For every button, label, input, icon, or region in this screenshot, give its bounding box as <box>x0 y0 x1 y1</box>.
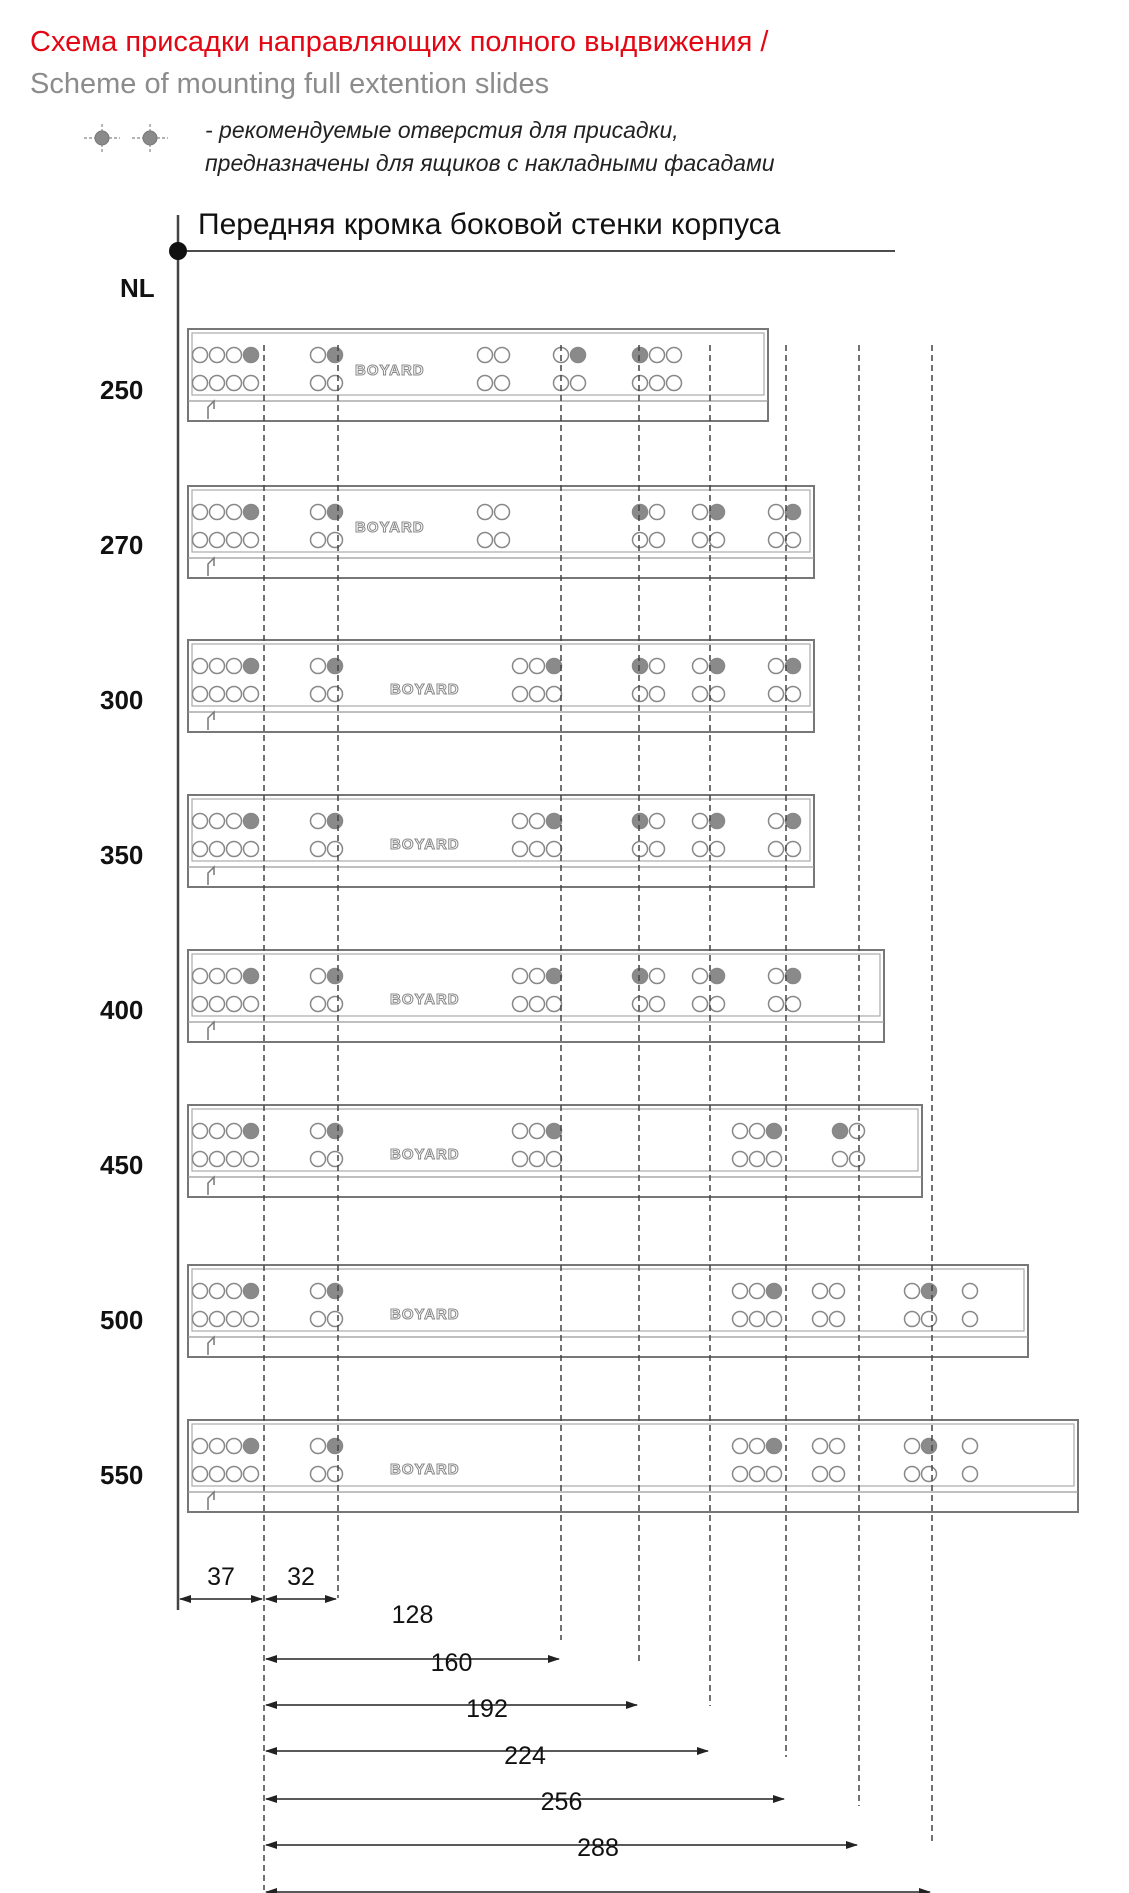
boyard-logo: BOYARD <box>390 991 460 1008</box>
mounting-hole-icon <box>513 1152 528 1167</box>
recommended-hole-icon <box>328 1284 343 1299</box>
recommended-hole-icon <box>633 348 648 363</box>
mounting-hole-icon <box>193 814 208 829</box>
dimension-label-224: 224 <box>504 1742 546 1770</box>
mounting-hole-icon <box>830 1439 845 1454</box>
recommended-hole-icon <box>633 505 648 520</box>
mounting-hole-icon <box>193 348 208 363</box>
mounting-hole-icon <box>244 842 259 857</box>
mounting-hole-icon <box>328 533 343 548</box>
mounting-hole-icon <box>650 659 665 674</box>
mounting-hole-icon <box>813 1312 828 1327</box>
mounting-hole-icon <box>530 659 545 674</box>
mounting-hole-icon <box>210 1467 225 1482</box>
mounting-hole-icon <box>693 997 708 1012</box>
mounting-hole-icon <box>693 842 708 857</box>
mounting-hole-icon <box>244 1467 259 1482</box>
mounting-hole-icon <box>244 1312 259 1327</box>
mounting-hole-icon <box>786 687 801 702</box>
mounting-hole-icon <box>530 842 545 857</box>
dimension-label-256: 256 <box>540 1788 583 1816</box>
mounting-hole-icon <box>244 376 259 391</box>
mounting-hole-icon <box>530 1152 545 1167</box>
mounting-hole-icon <box>478 376 493 391</box>
slide-rail-550 <box>188 1420 1078 1512</box>
mounting-hole-icon <box>311 376 326 391</box>
mounting-hole-icon <box>693 505 708 520</box>
recommended-hole-icon <box>833 1124 848 1139</box>
mounting-hole-icon <box>227 1312 242 1327</box>
mounting-hole-icon <box>227 533 242 548</box>
mounting-hole-icon <box>830 1284 845 1299</box>
mounting-hole-icon <box>750 1312 765 1327</box>
recommended-hole-icon <box>244 505 259 520</box>
recommended-hole-icon <box>786 659 801 674</box>
mounting-hole-icon <box>513 842 528 857</box>
mounting-hole-icon <box>693 969 708 984</box>
rail-length-label-400: 400 <box>100 995 144 1025</box>
recommended-hole-icon <box>710 505 725 520</box>
mounting-hole-icon <box>210 997 225 1012</box>
mounting-hole-icon <box>547 997 562 1012</box>
mounting-hole-icon <box>311 969 326 984</box>
mounting-hole-icon <box>210 376 225 391</box>
mounting-hole-icon <box>193 659 208 674</box>
recommended-hole-icon <box>244 969 259 984</box>
mounting-hole-icon <box>210 533 225 548</box>
mounting-hole-icon <box>210 1284 225 1299</box>
slide-rail-body <box>188 640 814 732</box>
mounting-hole-icon <box>530 814 545 829</box>
slide-rail-body <box>188 329 768 421</box>
mounting-hole-icon <box>650 533 665 548</box>
mounting-hole-icon <box>193 505 208 520</box>
mounting-hole-icon <box>210 969 225 984</box>
recommended-hole-icon <box>633 969 648 984</box>
mounting-hole-icon <box>769 814 784 829</box>
mounting-hole-icon <box>693 687 708 702</box>
mounting-hole-icon <box>227 1467 242 1482</box>
mounting-hole-icon <box>963 1312 978 1327</box>
recommended-hole-icon <box>244 1124 259 1139</box>
slide-rail-body <box>188 1420 1078 1512</box>
mounting-hole-icon <box>210 1152 225 1167</box>
mounting-hole-icon <box>769 842 784 857</box>
boyard-logo: BOYARD <box>355 362 425 379</box>
mounting-hole-icon <box>710 533 725 548</box>
mounting-hole-icon <box>710 842 725 857</box>
title-ru: Схема присадки направляющих полного выдвижения / <box>30 26 769 58</box>
recommended-hole-icon <box>547 814 562 829</box>
recommended-hole-icon <box>571 348 586 363</box>
mounting-hole-icon <box>667 376 682 391</box>
boyard-logo: BOYARD <box>355 519 425 536</box>
mounting-hole-icon <box>710 997 725 1012</box>
mounting-hole-icon <box>750 1124 765 1139</box>
mounting-hole-icon <box>813 1284 828 1299</box>
recommended-hole-icon <box>767 1284 782 1299</box>
mounting-hole-icon <box>733 1467 748 1482</box>
rail-length-label-450: 450 <box>100 1150 144 1180</box>
rail-length-label-350: 350 <box>100 840 144 870</box>
boyard-logo: BOYARD <box>390 1146 460 1163</box>
recommended-hole-icon <box>328 659 343 674</box>
mounting-hole-icon <box>513 969 528 984</box>
mounting-hole-icon <box>769 969 784 984</box>
front-edge-label: Передняя кромка боковой стенки корпуса <box>198 208 781 241</box>
mounting-hole-icon <box>328 1152 343 1167</box>
mounting-hole-icon <box>693 814 708 829</box>
mounting-hole-icon <box>513 997 528 1012</box>
mounting-hole-icon <box>227 1439 242 1454</box>
mounting-hole-icon <box>530 969 545 984</box>
mounting-hole-icon <box>905 1467 920 1482</box>
mounting-hole-icon <box>227 505 242 520</box>
mounting-hole-icon <box>633 376 648 391</box>
mounting-hole-icon <box>786 842 801 857</box>
mounting-hole-icon <box>311 1152 326 1167</box>
mounting-hole-icon <box>227 842 242 857</box>
slide-rail-450 <box>188 1105 922 1197</box>
recommended-hole-icon <box>633 659 648 674</box>
slide-rail-300 <box>188 640 814 732</box>
recommended-hole-icon <box>767 1124 782 1139</box>
mounting-hole-icon <box>210 842 225 857</box>
mounting-hole-icon <box>495 348 510 363</box>
slide-rail-body <box>188 1265 1028 1357</box>
mounting-hole-icon <box>633 533 648 548</box>
mounting-hole-icon <box>210 1312 225 1327</box>
mounting-hole-icon <box>905 1284 920 1299</box>
mounting-hole-icon <box>311 1312 326 1327</box>
mounting-hole-icon <box>193 1467 208 1482</box>
slide-rail-250 <box>188 329 768 421</box>
nl-label: NL <box>120 273 155 303</box>
recommended-hole-icon <box>244 814 259 829</box>
mounting-hole-icon <box>547 1152 562 1167</box>
mounting-hole-icon <box>769 505 784 520</box>
mounting-hole-icon <box>513 659 528 674</box>
mounting-hole-icon <box>650 348 665 363</box>
mounting-hole-icon <box>963 1467 978 1482</box>
mounting-hole-icon <box>733 1124 748 1139</box>
dimension-label-32: 32 <box>287 1563 315 1591</box>
recommended-hole-icon <box>328 348 343 363</box>
recommended-hole-icon <box>244 659 259 674</box>
mounting-hole-icon <box>813 1439 828 1454</box>
dimension-label-128: 128 <box>391 1601 434 1629</box>
mounting-hole-icon <box>547 842 562 857</box>
recommended-hole-icon <box>328 1124 343 1139</box>
mounting-hole-icon <box>244 687 259 702</box>
mounting-hole-icon <box>495 505 510 520</box>
mounting-hole-icon <box>963 1284 978 1299</box>
boyard-logo: BOYARD <box>390 836 460 853</box>
mounting-hole-icon <box>750 1152 765 1167</box>
mounting-hole-icon <box>733 1284 748 1299</box>
mounting-hole-icon <box>733 1152 748 1167</box>
mounting-hole-icon <box>193 1124 208 1139</box>
mounting-hole-icon <box>767 1312 782 1327</box>
mounting-hole-icon <box>693 533 708 548</box>
mounting-hole-icon <box>227 1152 242 1167</box>
recommended-hole-icon <box>710 969 725 984</box>
rail-length-label-250: 250 <box>100 375 144 405</box>
mounting-hole-icon <box>227 1284 242 1299</box>
recommended-hole-icon <box>633 814 648 829</box>
mounting-hole-icon <box>513 1124 528 1139</box>
mounting-hole-icon <box>227 348 242 363</box>
mounting-hole-icon <box>922 1467 937 1482</box>
mounting-hole-icon <box>193 842 208 857</box>
mounting-hole-icon <box>227 969 242 984</box>
dimension-label-37: 37 <box>207 1563 235 1591</box>
dimension-label-288: 288 <box>577 1834 619 1862</box>
mounting-hole-icon <box>311 1284 326 1299</box>
mounting-hole-icon <box>786 533 801 548</box>
recommended-hole-icon <box>922 1439 937 1454</box>
mounting-hole-icon <box>650 997 665 1012</box>
mounting-hole-icon <box>650 376 665 391</box>
mounting-hole-icon <box>227 997 242 1012</box>
mounting-hole-icon <box>227 687 242 702</box>
mounting-hole-icon <box>311 348 326 363</box>
mounting-hole-icon <box>193 533 208 548</box>
boyard-logo: BOYARD <box>390 681 460 698</box>
recommended-hole-icon <box>244 348 259 363</box>
mounting-hole-icon <box>311 814 326 829</box>
mounting-hole-icon <box>244 997 259 1012</box>
mounting-hole-icon <box>311 1439 326 1454</box>
mounting-hole-icon <box>767 1152 782 1167</box>
recommended-hole-icon <box>786 505 801 520</box>
mounting-hole-icon <box>905 1312 920 1327</box>
mounting-hole-icon <box>963 1439 978 1454</box>
mounting-hole-icon <box>210 814 225 829</box>
mounting-hole-icon <box>850 1152 865 1167</box>
dimension-label-160: 160 <box>430 1649 473 1677</box>
recommended-hole-icon <box>710 814 725 829</box>
mounting-hole-icon <box>769 997 784 1012</box>
recommended-hole-icon <box>244 1439 259 1454</box>
mounting-hole-icon <box>750 1467 765 1482</box>
recommended-hole-icon <box>328 969 343 984</box>
mounting-hole-icon <box>311 997 326 1012</box>
mounting-hole-icon <box>244 533 259 548</box>
mounting-hole-icon <box>750 1284 765 1299</box>
mounting-hole-icon <box>650 687 665 702</box>
mounting-hole-icon <box>769 659 784 674</box>
recommended-hole-icon <box>328 505 343 520</box>
mounting-hole-icon <box>193 1312 208 1327</box>
mounting-hole-icon <box>786 997 801 1012</box>
mounting-hole-icon <box>750 1439 765 1454</box>
mounting-hole-icon <box>530 687 545 702</box>
mounting-hole-icon <box>769 687 784 702</box>
mounting-hole-icon <box>513 687 528 702</box>
title-en: Scheme of mounting full extention slides <box>30 68 550 100</box>
slide-rail-270 <box>188 486 814 578</box>
mounting-hole-icon <box>650 814 665 829</box>
mounting-hole-icon <box>495 533 510 548</box>
mounting-hole-icon <box>193 997 208 1012</box>
mounting-hole-icon <box>833 1152 848 1167</box>
recommended-hole-icon <box>328 814 343 829</box>
mounting-hole-icon <box>830 1467 845 1482</box>
mounting-hole-icon <box>311 533 326 548</box>
mounting-hole-icon <box>478 505 493 520</box>
mounting-hole-icon <box>767 1467 782 1482</box>
mounting-hole-icon <box>210 687 225 702</box>
mounting-hole-icon <box>633 842 648 857</box>
mounting-hole-icon <box>478 533 493 548</box>
slide-rail-500 <box>188 1265 1028 1357</box>
mounting-hole-icon <box>210 348 225 363</box>
recommended-hole-icon <box>547 1124 562 1139</box>
recommended-hole-icon <box>244 1284 259 1299</box>
mounting-hole-icon <box>227 814 242 829</box>
rail-length-label-500: 500 <box>100 1305 144 1335</box>
mounting-hole-icon <box>311 659 326 674</box>
slide-rail-350 <box>188 795 814 887</box>
mounting-hole-icon <box>193 1439 208 1454</box>
mounting-hole-icon <box>311 687 326 702</box>
mounting-hole-icon <box>571 376 586 391</box>
recommended-hole-icon <box>786 969 801 984</box>
mounting-hole-icon <box>633 997 648 1012</box>
recommended-hole-icon <box>922 1284 937 1299</box>
mounting-hole-icon <box>650 842 665 857</box>
mounting-hole-icon <box>547 687 562 702</box>
mounting-hole-icon <box>495 376 510 391</box>
mounting-hole-icon <box>193 376 208 391</box>
mounting-hole-icon <box>667 348 682 363</box>
recommended-hole-icon <box>547 659 562 674</box>
mounting-hole-icon <box>193 1284 208 1299</box>
mounting-hole-icon <box>210 1124 225 1139</box>
mounting-hole-icon <box>227 1124 242 1139</box>
mounting-hole-icon <box>328 997 343 1012</box>
mounting-hole-icon <box>693 659 708 674</box>
mounting-hole-icon <box>513 814 528 829</box>
mounting-hole-icon <box>830 1312 845 1327</box>
recommended-hole-icon <box>710 659 725 674</box>
rail-length-label-300: 300 <box>100 685 144 715</box>
mounting-hole-icon <box>328 376 343 391</box>
mounting-hole-icon <box>905 1439 920 1454</box>
recommended-hole-icon <box>328 1439 343 1454</box>
recommended-hole-icon <box>767 1439 782 1454</box>
drill-hole-marker-icon <box>84 124 120 152</box>
mounting-hole-icon <box>244 1152 259 1167</box>
mounting-hole-icon <box>633 687 648 702</box>
mounting-hole-icon <box>193 969 208 984</box>
mounting-hole-icon <box>530 997 545 1012</box>
rail-length-label-270: 270 <box>100 530 144 560</box>
mounting-hole-icon <box>710 687 725 702</box>
mounting-hole-icon <box>328 1312 343 1327</box>
mounting-hole-icon <box>530 1124 545 1139</box>
rail-length-label-550: 550 <box>100 1460 144 1490</box>
mounting-hole-icon <box>311 1124 326 1139</box>
mounting-hole-icon <box>193 687 208 702</box>
mounting-hole-icon <box>328 687 343 702</box>
boyard-logo: BOYARD <box>390 1461 460 1478</box>
mounting-hole-icon <box>311 842 326 857</box>
mounting-hole-icon <box>210 1439 225 1454</box>
mounting-hole-icon <box>311 505 326 520</box>
slide-rail-body <box>188 795 814 887</box>
mounting-hole-icon <box>733 1312 748 1327</box>
mounting-hole-icon <box>210 505 225 520</box>
mounting-hole-icon <box>650 969 665 984</box>
mounting-hole-icon <box>922 1312 937 1327</box>
legend-text-line2: предназначены для ящиков с накладными фасадами <box>205 150 775 176</box>
mounting-hole-icon <box>813 1467 828 1482</box>
mounting-hole-icon <box>850 1124 865 1139</box>
mounting-hole-icon <box>733 1439 748 1454</box>
recommended-hole-icon <box>786 814 801 829</box>
mounting-hole-icon <box>650 505 665 520</box>
boyard-logo: BOYARD <box>390 1306 460 1323</box>
mounting-hole-icon <box>210 659 225 674</box>
mounting-hole-icon <box>478 348 493 363</box>
drill-hole-marker-icon <box>132 124 168 152</box>
mounting-hole-icon <box>769 533 784 548</box>
mounting-hole-icon <box>311 1467 326 1482</box>
mounting-hole-icon <box>328 842 343 857</box>
mounting-hole-icon <box>193 1152 208 1167</box>
mounting-hole-icon <box>227 376 242 391</box>
legend-text-line1: - рекомендуемые отверстия для присадки, <box>205 117 679 143</box>
slide-rail-400 <box>188 950 884 1042</box>
mounting-hole-icon <box>227 659 242 674</box>
recommended-hole-icon <box>547 969 562 984</box>
mounting-hole-icon <box>328 1467 343 1482</box>
dimension-label-192: 192 <box>466 1695 508 1723</box>
